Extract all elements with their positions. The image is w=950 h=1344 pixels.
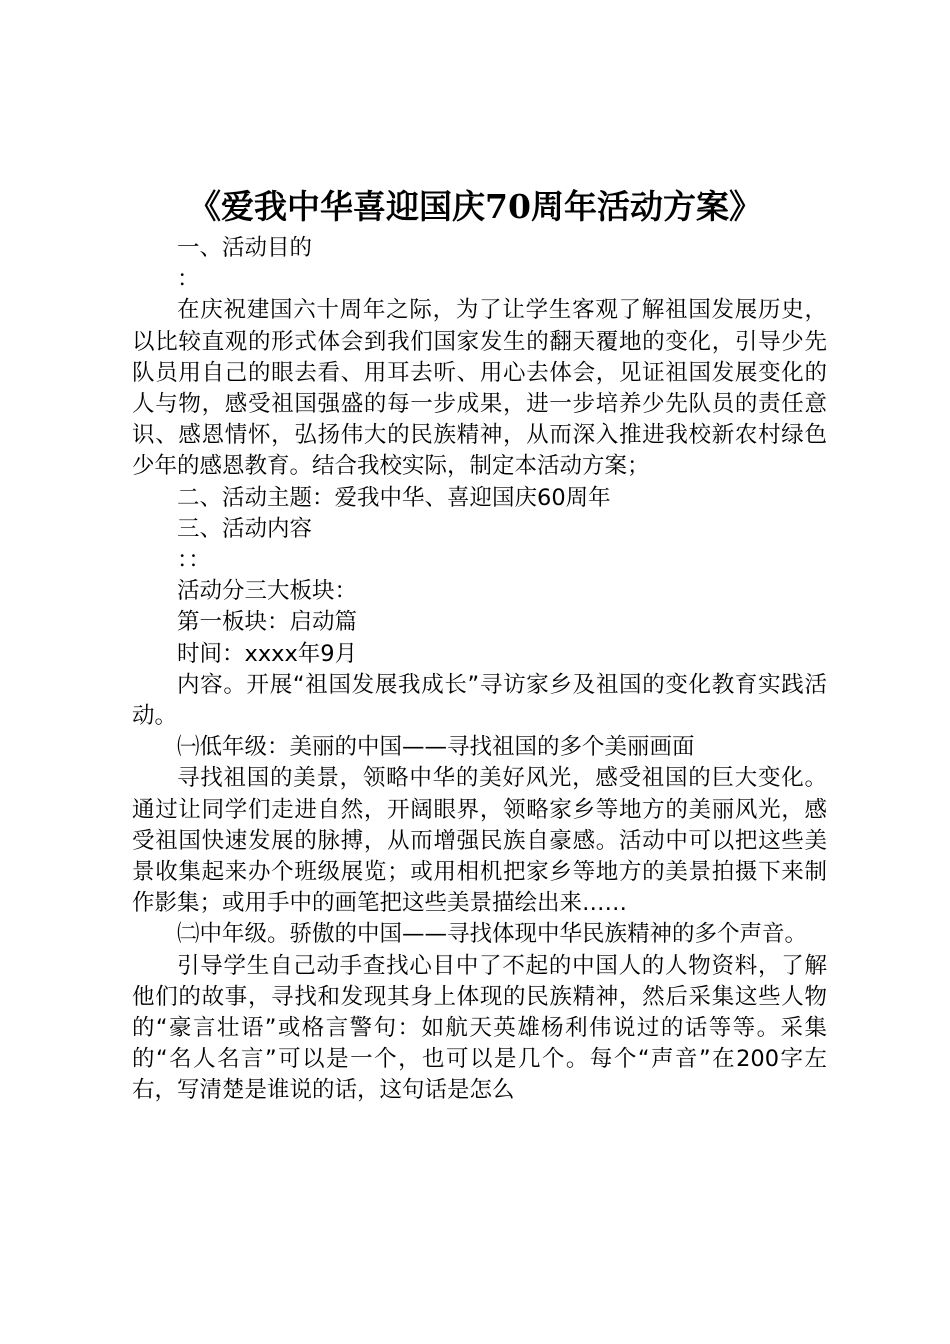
body-paragraph: 时间：xxxx年9月 — [177, 640, 358, 667]
body-paragraph: ： — [177, 266, 200, 293]
body-paragraph: ：： — [177, 547, 211, 574]
document-title: 《爱我中华喜迎国庆70周年活动方案》 — [188, 187, 762, 226]
section-heading-theme: 二、活动主题：爱我中华、喜迎国庆60周年 — [177, 484, 611, 511]
body-paragraph: 第一板块：启动篇 — [177, 609, 358, 636]
subsection-heading-middle-grade: ㈡中年级。骄傲的中国——寻找体现中华民族精神的多个声音。 — [177, 921, 808, 948]
section-heading-content: 三、活动内容 — [177, 515, 313, 542]
body-paragraph: 内容。开展“祖国发展我成长”寻访家乡及祖国的变化教育实践活动。 — [132, 671, 827, 730]
body-paragraph: 引导学生自己动手查找心目中了不起的中国人的人物资料，了解他们的故事，寻找和发现其身上体现的民族精神，然后采集这些人物的“豪言壮语”或格言警句：如航天英雄杨利伟说过的话等等。采集的“名人名言”可以是一个，也可以是几个。每个“声音”在200字左右，写清楚是谁说的话，这句话是怎么 — [132, 952, 827, 1104]
body-paragraph: 活动分三大板块： — [177, 578, 358, 605]
body-paragraph: 寻找祖国的美景，领略中华的美好风光，感受祖国的巨大变化。通过让同学们走进自然，开阔眼界，领略家乡等地方的美丽风光，感受祖国快速发展的脉搏，从而增强民族自豪感。活动中可以把这些美景收集起来办个班级展览；或用相机把家乡等地方的美景拍摄下来制作影集；或用手中的画笔把这些美景描绘出来…… — [132, 765, 827, 917]
section-heading-purpose: 一、活动目的 — [177, 235, 313, 261]
body-paragraph: 在庆祝建国六十周年之际，为了让学生客观了解祖国发展历史，以比较直观的形式体会到我们国家发生的翻天覆地的变化，引导少先队员用自己的眼去看、用耳去听、用心去体会，见证祖国发展变化的人与物，感受祖国强盛的每一步成果，进一步培养少先队员的责任意识、感恩情怀，弘扬伟大的民族精神，从而深入推进我校新农村绿色少年的感恩教育。结合我校实际，制定本活动方案； — [132, 297, 827, 480]
subsection-heading-lower-grade: ㈠低年级：美丽的中国——寻找祖国的多个美丽画面 — [177, 734, 695, 761]
document-body — [132, 233, 827, 1107]
